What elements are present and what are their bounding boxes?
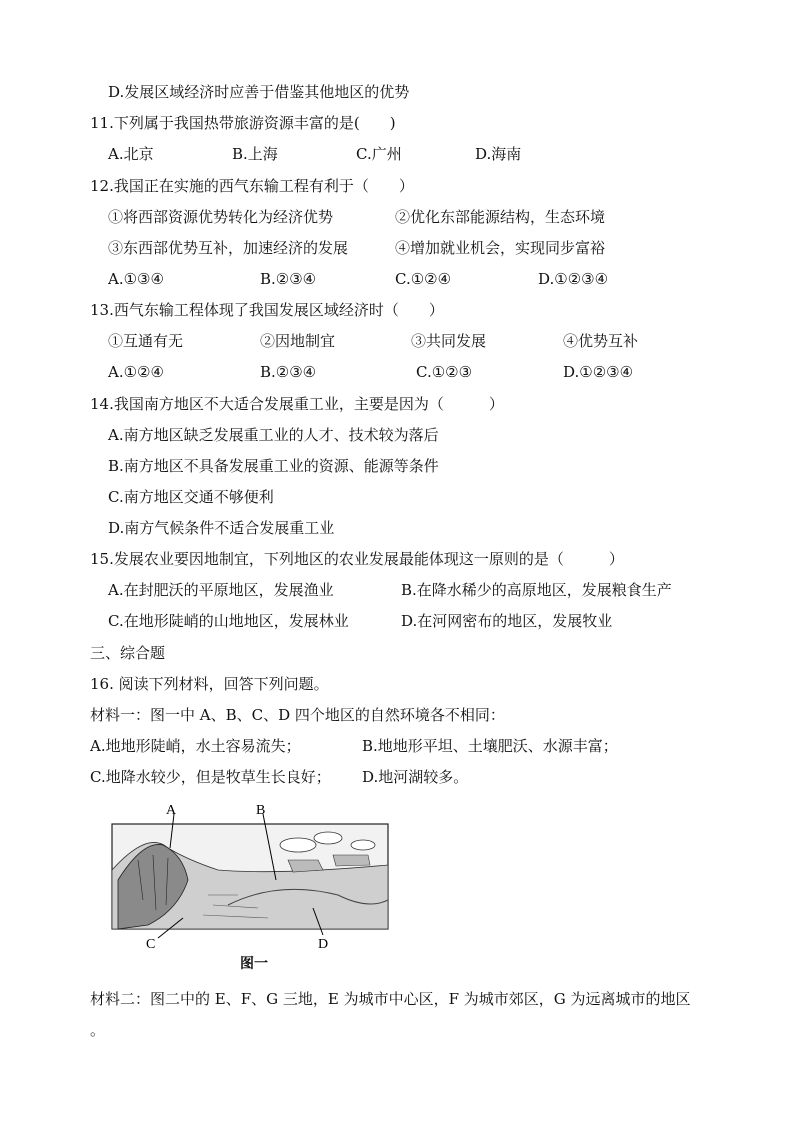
material-2: 材料二：图二中的 E、F、G 三地，E 为城市中心区，F 为城市郊区，G 为远离城市的地区 [90, 990, 691, 1008]
q11-option-d: D.海南 [475, 145, 522, 163]
q13-option-c: C.①②③ [416, 363, 473, 381]
material-1-b: B.地地形平坦、土壤肥沃、水源丰富； [362, 737, 618, 755]
q12-statement-4: ④增加就业机会，实现同步富裕 [395, 239, 606, 257]
question-15: 15.发展农业要因地制宜，下列地区的农业发展最能体现这一原则的是（ ） [90, 550, 624, 568]
q12-option-d: D.①②③④ [538, 270, 609, 288]
q13-option-d: D.①②③④ [563, 363, 634, 381]
q13-statement-4: ④优势互补 [563, 332, 639, 350]
q14-option-b: B.南方地区不具备发展重工业的资源、能源等条件 [108, 457, 439, 475]
material-2-end: 。 [90, 1021, 106, 1039]
figure-1 [108, 800, 393, 970]
material-1: 材料一：图一中 A、B、C、D 四个地区的自然环境各不相同： [90, 706, 505, 724]
question-11: 11.下列属于我国热带旅游资源丰富的是( ) [90, 114, 396, 132]
q13-option-a: A.①②④ [108, 363, 164, 381]
section-heading: 三、综合题 [90, 644, 166, 662]
q15-option-b: B.在降水稀少的高原地区，发展粮食生产 [401, 581, 672, 599]
q12-option-c: C.①②④ [395, 270, 452, 288]
question-12: 12.我国正在实施的西气东输工程有利于（ ） [90, 177, 414, 195]
q12-statement-2: ②优化东部能源结构，生态环境 [395, 208, 606, 226]
q12-statement-3: ③东西部优势互补，加速经济的发展 [108, 239, 349, 257]
q12-statement-1: ①将西部资源优势转化为经济优势 [108, 208, 334, 226]
question-16: 16. 阅读下列材料，回答下列问题。 [90, 675, 329, 693]
q11-option-a: A.北京 [108, 145, 154, 163]
q15-option-c: C.在地形陡峭的山地地区，发展林业 [108, 612, 349, 630]
label-b: B [256, 803, 266, 818]
q11-option-c: C.广州 [356, 145, 402, 163]
label-a: A [166, 803, 177, 818]
q14-option-c: C.南方地区交通不够便利 [108, 488, 274, 506]
q12-option-b: B.②③④ [260, 270, 317, 288]
q15-option-a: A.在封肥沃的平原地区，发展渔业 [108, 581, 334, 599]
label-c: C [146, 937, 156, 952]
q10-option-d: D.发展区域经济时应善于借鉴其他地区的优势 [108, 83, 410, 101]
question-14: 14.我国南方地区不大适合发展重工业，主要是因为（ ） [90, 395, 504, 413]
figure-caption: 图一 [240, 956, 268, 972]
q14-option-a: A.南方地区缺乏发展重工业的人才、技术较为落后 [108, 426, 439, 444]
q11-option-b: B.上海 [232, 145, 278, 163]
material-1-a: A.地地形陡峭，水土容易流失； [90, 737, 301, 755]
q13-option-b: B.②③④ [260, 363, 317, 381]
q12-option-a: A.①③④ [108, 270, 164, 288]
q13-statement-2: ②因地制宜 [260, 332, 336, 350]
q13-statement-1: ①互通有无 [108, 332, 184, 350]
question-13: 13.西气东输工程体现了我国发展区域经济时（ ） [90, 301, 444, 319]
q13-statement-3: ③共同发展 [411, 332, 487, 350]
material-1-d: D.地河湖较多。 [362, 768, 469, 786]
label-d: D [318, 937, 329, 952]
landscape-illustration [108, 800, 393, 970]
q14-option-d: D.南方气候条件不适合发展重工业 [108, 519, 335, 537]
q15-option-d: D.在河网密布的地区，发展牧业 [401, 612, 613, 630]
material-1-c: C.地降水较少，但是牧草生长良好； [90, 768, 331, 786]
